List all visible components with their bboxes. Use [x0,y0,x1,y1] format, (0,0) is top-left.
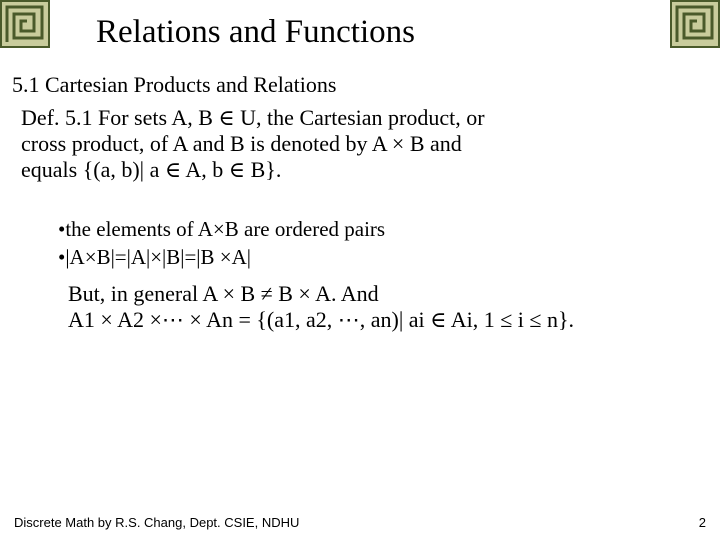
bullet-item: •|A×B|=|A|×|B|=|B ×A| [58,245,251,269]
definition-line: Def. 5.1 For sets A, B ∈ U, the Cartesian product, or [21,105,485,130]
page-number: 2 [698,515,706,530]
definition-line: equals {(a, b)| a ∈ A, b ∈ B}. [21,157,282,182]
general-line: But, in general A × B ≠ B × A. And [68,281,379,306]
bullet-list [58,215,385,271]
general-statement [68,281,574,333]
definition-line: cross product, of A and B is denoted by A × B and [21,131,462,156]
bullet-item: •the elements of A×B are ordered pairs [58,217,386,241]
definition-block [21,105,561,183]
footer-credit: Discrete Math by R.S. Chang, Dept. CSIE, NDHU [14,515,300,530]
greek-key-ornament-right [670,0,720,48]
general-product-formula: A1 × A2 ×⋯ × An = {(a1, a2, ⋯, an)| ai ∈ Ai, 1 ≤ i ≤ n}. [68,307,575,332]
section-heading: 5.1 Cartesian Products and Relations [12,72,337,97]
greek-key-ornament-left [0,0,50,48]
slide-title: Relations and Functions [96,14,415,50]
